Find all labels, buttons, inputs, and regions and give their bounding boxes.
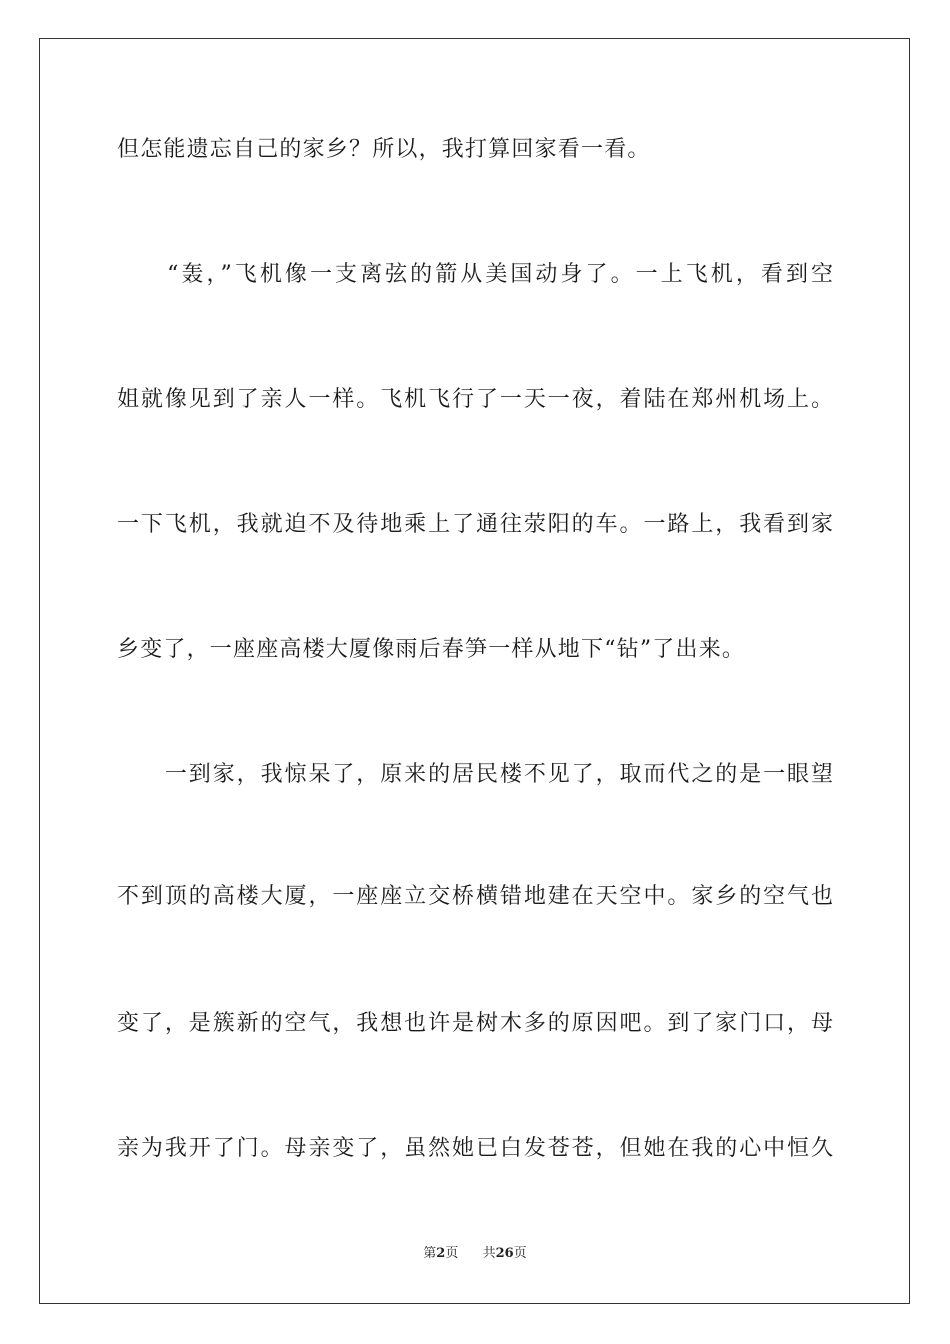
total-page-count: 26	[495, 1246, 514, 1261]
paragraph-line-9: 亲为我开了门。母亲变了，虽然她已白发苍苍，但她在我的心中恒久	[117, 1136, 833, 1161]
paragraph-line-6: 一到家，我惊呆了，原来的居民楼不见了，取而代之的是一眼望	[117, 762, 833, 787]
page-footer	[0, 1245, 950, 1263]
paragraph-line-2: “轰，”飞机像一支离弦的箭从美国动身了。一上飞机，看到空	[117, 262, 833, 287]
page-number-label: 第2页	[423, 1246, 459, 1261]
paragraph-line-5: 乡变了，一座座高楼大厦像雨后春笋一样从地下“钻”了出来。	[117, 637, 746, 662]
paragraph-line-8: 变了，是簇新的空气，我想也许是树木多的原因吧。到了家门口，母	[117, 1011, 833, 1036]
page-border	[39, 38, 910, 1304]
paragraph-line-4: 一下飞机，我就迫不及待地乘上了通往荥阳的车。一路上，我看到家	[117, 512, 833, 537]
paragraph-line-3: 姐就像见到了亲人一样。飞机飞行了一天一夜，着陆在郑州机场上。	[117, 387, 833, 412]
current-page-number: 2	[436, 1246, 446, 1261]
paragraph-line-7: 不到顶的高楼大厦，一座座立交桥横错地建在天空中。家乡的空气也	[117, 884, 833, 909]
paragraph-line-1: 但怎能遗忘自己的家乡？所以，我打算回家看一看。	[117, 137, 651, 162]
total-pages-label: 共26页	[482, 1246, 527, 1261]
